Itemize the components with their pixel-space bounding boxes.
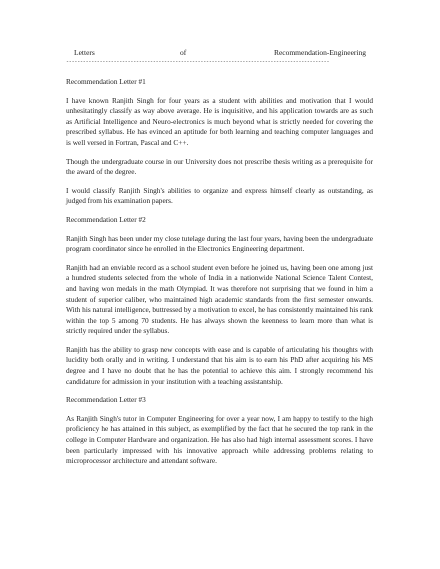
- letter-1-paragraph: I would classify Ranjith Singh's abilities to organize and express himself clearly as outstanding, as judged from his examination papers.: [66, 185, 373, 206]
- letter-1-paragraph: Though the undergraduate course in our University does not prescribe thesis writing as a prerequisite for the award of the degree.: [66, 156, 373, 177]
- letter-2-paragraph: Ranjith had an enviable record as a school student even before he joined us, having been one among just a hundred students selected from the whole of India in a nationwide National Science Talent Contest, and having won medals in the math Olympiad. It was therefore not surprising that we found in him a student of superior caliber, who maintained high academic standards from the first semester onwards. With his natural intelligence, buttressed by a motivation to excel, he has consistently maintained his rank within the top 5 among 70 students. He has always shown the keenness to learn more than what is strictly required under the syllabus.: [66, 262, 373, 336]
- letter-3-title: Recommendation Letter #3: [66, 395, 146, 405]
- header-right-text: Recommendation-Engineering: [273, 48, 366, 57]
- letter-3-paragraph: As Ranjith Singh's tutor in Computer Engineering for over a year now, I am happy to testify to the high proficiency he has attained in this subject, as exemplified by the fact that he secured the top rank in the college in Computer Hardware and organization. He has also had high internal assessment scores. I have been particularly impressed with his innovative approach while addressing problems relating to microprocessor architecture and attendant software.: [66, 413, 373, 466]
- letter-2-title: Recommendation Letter #2: [66, 214, 146, 224]
- header-left-text: Letters: [74, 48, 95, 57]
- letter-2-paragraph: Ranjith Singh has been under my close tutelage during the last four years, having been the undergraduate program coordinator since he enrolled in the Electronics Engineering department.: [66, 233, 373, 254]
- document-body: [66, 77, 373, 475]
- page-header: [74, 47, 366, 59]
- letter-1-title: Recommendation Letter #1: [66, 77, 146, 86]
- letter-2-paragraph: Ranjith has the ability to grasp new concepts with ease and is capable of articulating his thoughts with lucidity both orally and in writing. I understand that his aim is to earn his PhD after acquiring his MS degree and I have no doubt that he has the potential to achieve this aim. I strongly recommend his candidature for admission in your institution with a teaching assistantship.: [66, 344, 373, 386]
- header-divider: ----------------------------------------------------------------------------------------------: [66, 59, 330, 65]
- letter-1-paragraph: I have known Ranjith Singh for four years as a student with abilities and motivation that I would unhesitatingly classify as way above average. He is inquisitive, and his application towards are as such as Artificial Intelligence and Neuro-electronics is much beyond what is strictly needed for covering the prescribed syllabus. He has evinced an aptitude for both learning and teaching computer languages and is well versed in Fortran, Pascal and C++.: [66, 95, 373, 147]
- header-middle-text: of: [180, 48, 187, 57]
